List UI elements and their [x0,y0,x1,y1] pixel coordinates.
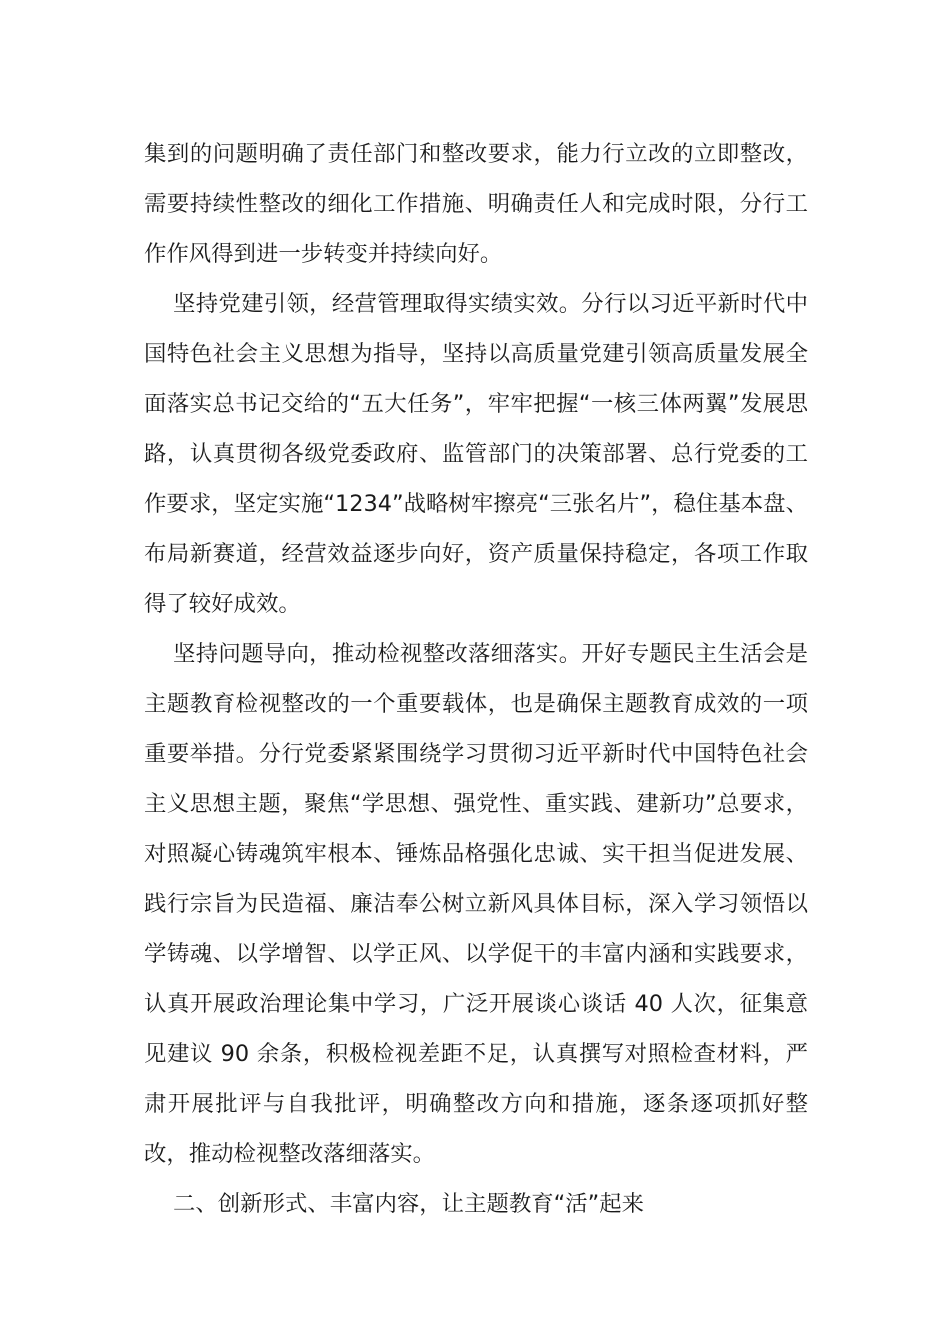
section-heading: 二、创新形式、丰富内容，让主题教育“活”起来 [173,1191,645,1217]
paragraph-problem-oriented: 坚持问题导向，推动检视整改落细落实。开好专题民主生活会是主题教育检视整改的一个重要载体，也是确保主题教育成效的一项重要举措。分行党委紧紧围绕学习贯彻习近平新时代中国特色社会主义思想主题，聚焦“学思想、强党性、重实践、建新功”总要求，对照凝心铸魂筑牢根本、锤炼品格强化忠诚、实干担当促进发展、践行宗旨为民造福、廉洁奉公树立新风具体目标，深入学习领悟以学铸魂、以学增智、以学正风、以学促干的丰富内涵和实践要求，认真开展政治理论集中学习，广泛开展谈心谈话 40 人次，征集意见建议 90 余条，积极检视差距不足，认真撰写对照检查材料，严肃开展批评与自我批评，明确整改方向和措施，逐条逐项抓好整改，推动检视整改落细落实。 [144,641,808,1167]
paragraph-continuation: 集到的问题明确了责任部门和整改要求，能力行立改的立即整改，需要持续性整改的细化工作措施、明确责任人和完成时限，分行工作作风得到进一步转变并持续向好。 [144,141,808,267]
body-text [144,129,808,1229]
paragraph-party-building: 坚持党建引领，经营管理取得实绩实效。分行以习近平新时代中国特色社会主义思想为指导，坚持以高质量党建引领高质量发展全面落实总书记交给的“五大任务”，牢牢把握“一核三体两翼”发展思路，认真贯彻各级党委政府、监管部门的决策部署、总行党委的工作要求，坚定实施“1234”战略树牢擦亮“三张名片”，稳住基本盘、布局新赛道，经营效益逐步向好，资产质量保持稳定，各项工作取得了较好成效。 [144,291,808,617]
